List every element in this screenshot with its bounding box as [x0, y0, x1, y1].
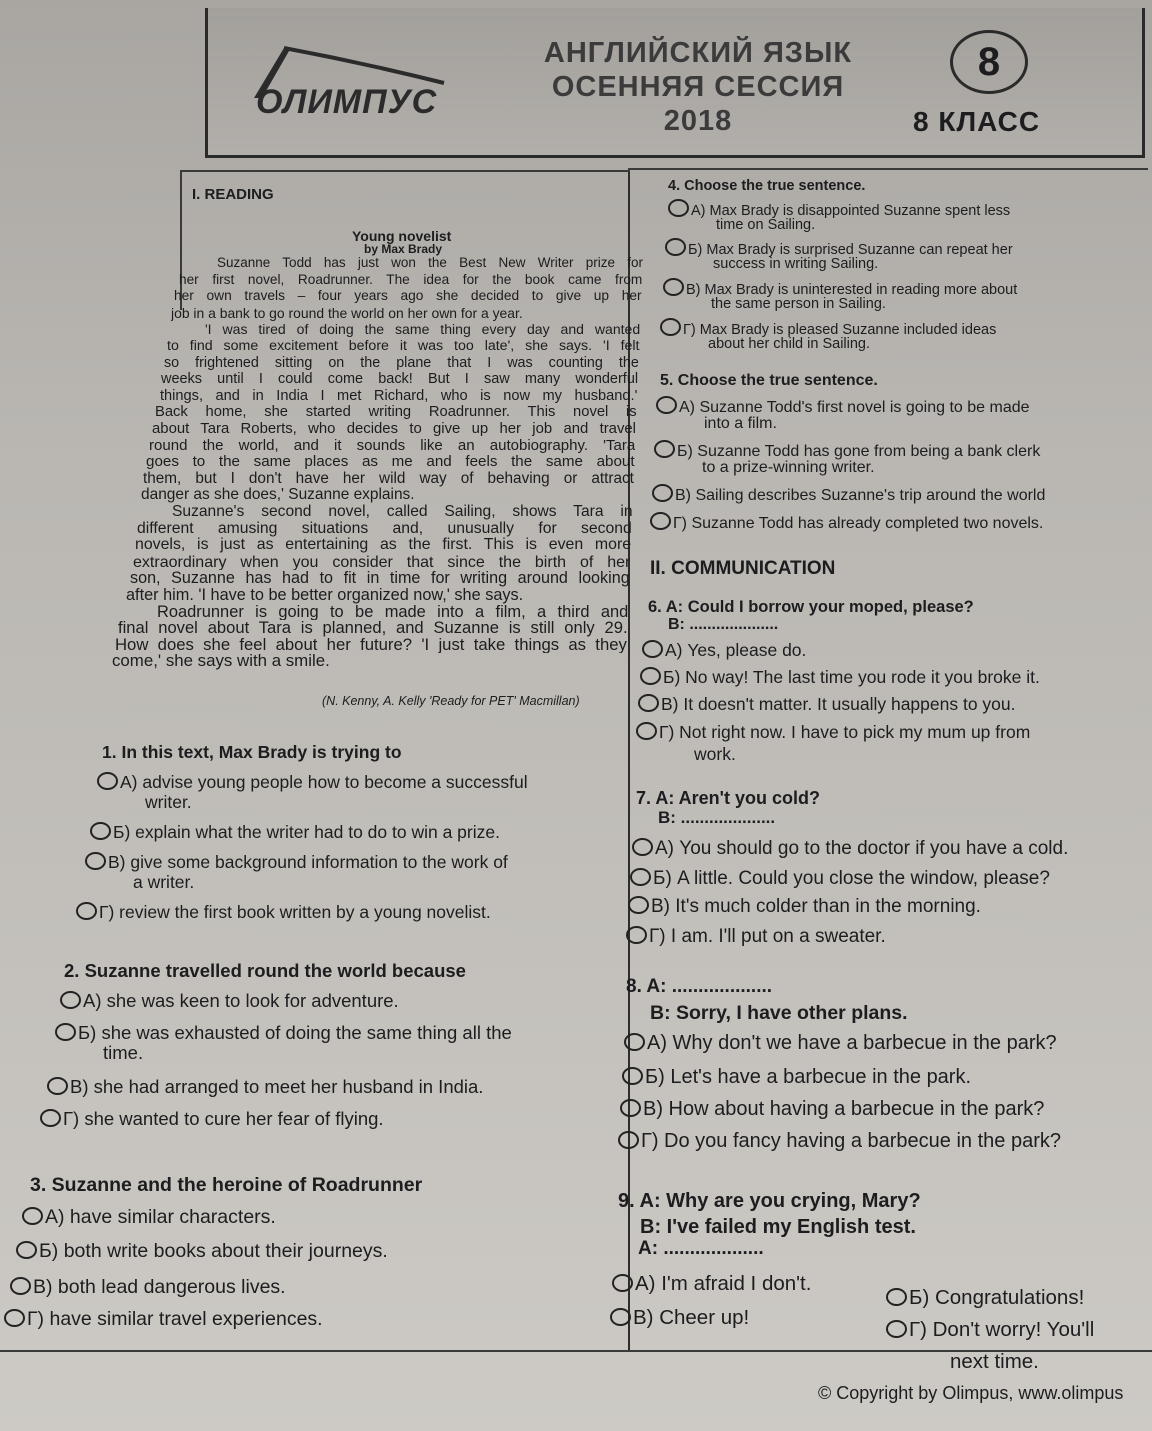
option-7-2[interactable]: [628, 896, 981, 918]
option-continued: to a prize-winning writer.: [702, 459, 875, 476]
option-text: Б) Congratulations!: [909, 1286, 1085, 1309]
answer-circle-icon[interactable]: [622, 1067, 643, 1085]
option-continued: success in writing Sailing.: [713, 256, 879, 272]
option-continued: work.: [694, 744, 736, 764]
option-1-3[interactable]: [76, 902, 491, 923]
passage-line: her first novel, Roadrunner. The idea for the book came from: [179, 271, 643, 287]
answer-circle-icon[interactable]: [76, 902, 97, 920]
section-reading: I. READING: [192, 186, 274, 203]
passage-line: Suzanne's second novel, called Sailing, shows Tara in: [172, 504, 633, 520]
answer-circle-icon[interactable]: [85, 852, 106, 870]
answer-circle-icon[interactable]: [665, 238, 686, 256]
passage-line: come,' she says with a smile.: [112, 653, 330, 670]
answer-circle-icon[interactable]: [652, 484, 673, 502]
option-text: А) Why don't we have a barbecue in the park?: [647, 1032, 1057, 1054]
option-5-3[interactable]: [650, 512, 1043, 533]
answer-circle-icon[interactable]: [40, 1109, 61, 1127]
option-text: Г) she wanted to cure her fear of flying.: [63, 1108, 384, 1129]
option-6-2[interactable]: [638, 694, 1016, 715]
option-4-2[interactable]: [663, 278, 1017, 298]
option-1-0[interactable]: [97, 772, 528, 793]
question-7: 7. A: Aren't you cold?: [636, 788, 820, 808]
option-text: Г) Do you fancy having a barbecue in the park?: [641, 1130, 1061, 1152]
answer-circle-icon[interactable]: [610, 1308, 631, 1326]
option-text: Б) she was exhausted of doing the same thing all the: [78, 1022, 512, 1043]
answer-circle-icon[interactable]: [628, 896, 649, 914]
option-text: А) I'm afraid I don't.: [635, 1272, 812, 1295]
option-text: В) she had arranged to meet her husband in India.: [70, 1076, 484, 1097]
option-3-1[interactable]: [16, 1240, 388, 1263]
passage-line: final novel about Tara is planned, and Suzanne is still only 29.: [118, 620, 628, 637]
option-text: Б) explain what the writer had to do to win a prize.: [113, 822, 500, 842]
answer-circle-icon[interactable]: [886, 1320, 907, 1338]
answer-circle-icon[interactable]: [60, 991, 81, 1009]
option-continued: next time.: [950, 1350, 1039, 1373]
passage-line: them, but I don't have her wild way of behaving or attract: [143, 470, 634, 487]
answer-circle-icon[interactable]: [668, 199, 689, 217]
option-9-3[interactable]: [886, 1318, 1094, 1342]
option-6-0[interactable]: [642, 640, 806, 661]
divider: [180, 170, 630, 172]
option-2-2[interactable]: [47, 1076, 483, 1098]
answer-blank: B: ....................: [668, 616, 779, 633]
question-3: 3. Suzanne and the heroine of Roadrunner: [30, 1174, 423, 1196]
passage-line: novels, is just as entertaining as the first. This is even more: [135, 537, 632, 554]
option-2-1[interactable]: [55, 1022, 512, 1044]
option-8-3[interactable]: [618, 1130, 1061, 1153]
option-continued: a writer.: [133, 872, 195, 892]
option-text: В) It doesn't matter. It usually happens to you.: [661, 694, 1016, 714]
answer-blank: A: ...................: [638, 1238, 764, 1259]
question-4: 4. Choose the true sentence.: [668, 178, 866, 194]
option-text: А) You should go to the doctor if you have a cold.: [655, 838, 1069, 859]
passage-line: goes to the same places as me and feels the same about: [146, 454, 635, 471]
header-box: [205, 8, 1145, 158]
answer-circle-icon[interactable]: [10, 1277, 31, 1295]
answer-circle-icon[interactable]: [90, 822, 111, 840]
passage-line: round the world, and it sounds like an autobiography. 'Tara: [149, 437, 636, 454]
option-text: Г) Don't worry! You'll: [909, 1318, 1095, 1341]
option-5-2[interactable]: [652, 484, 1045, 505]
answer-circle-icon[interactable]: [4, 1309, 25, 1327]
question-9: 9. A: Why are you crying, Mary?: [618, 1190, 921, 1212]
passage-line: Back home, she started writing Roadrunner. This novel is: [155, 404, 637, 421]
passage-line: extraordinary when you consider that since the birth of her: [133, 553, 631, 571]
answer-circle-icon[interactable]: [626, 926, 647, 944]
passage-source: (N. Kenny, A. Kelly 'Ready for PET' Macmillan): [322, 694, 580, 708]
session: ОСЕННЯЯ СЕССИЯ: [551, 71, 845, 103]
option-4-3[interactable]: [660, 318, 996, 338]
option-text: Б) Max Brady is surprised Suzanne can repeat her: [688, 242, 1013, 258]
option-continued: time.: [103, 1042, 144, 1063]
answer-circle-icon[interactable]: [630, 868, 651, 886]
answer-circle-icon[interactable]: [632, 838, 653, 856]
option-6-1[interactable]: [640, 667, 1040, 688]
question-6: 6. A: Could I borrow your moped, please?: [648, 598, 974, 616]
option-text: Г) I am. I'll put on a sweater.: [649, 926, 886, 947]
option-9-0[interactable]: [612, 1272, 811, 1296]
option-7-1[interactable]: [630, 868, 1050, 890]
option-continued: writer.: [145, 792, 192, 812]
option-text: В) It's much colder than in the morning.: [651, 896, 981, 917]
answer-circle-icon[interactable]: [16, 1241, 37, 1259]
option-9-1[interactable]: [886, 1286, 1084, 1310]
option-text: Б) Let's have a barbecue in the park.: [645, 1066, 972, 1088]
answer-circle-icon[interactable]: [612, 1274, 633, 1292]
passage-line: so frightened sitting on the plane that I was counting the: [164, 354, 639, 371]
passage-line: son, Suzanne has had to fit in time for writing around looking: [130, 570, 630, 587]
option-2-3[interactable]: [40, 1108, 384, 1130]
option-8-1[interactable]: [622, 1066, 971, 1089]
logo-text: ОЛИМПУС: [256, 83, 438, 121]
passage-line: after him. 'I have to be better organized now,' she says.: [126, 587, 524, 604]
option-3-2[interactable]: [10, 1276, 286, 1299]
option-continued: about her child in Sailing.: [708, 336, 871, 352]
passage-line: about Tara Roberts, who decides to give up her job and travel: [152, 421, 636, 437]
option-3-0[interactable]: [22, 1206, 276, 1229]
answer-circle-icon[interactable]: [654, 440, 675, 458]
option-text: Г) review the first book written by a young novelist.: [99, 902, 491, 922]
option-text: Б) No way! The last time you rode it you broke it.: [663, 667, 1040, 687]
answer-blank: B: ....................: [658, 808, 776, 827]
answer-circle-icon[interactable]: [656, 396, 677, 414]
option-5-1[interactable]: [654, 440, 1040, 461]
option-text: А) have similar characters.: [45, 1206, 276, 1228]
option-text: В) Cheer up!: [633, 1306, 750, 1329]
option-4-0[interactable]: [668, 199, 1010, 219]
option-text: А) Yes, please do.: [665, 640, 807, 660]
option-continued: into a film.: [704, 415, 777, 432]
question-5: 5. Choose the true sentence.: [660, 372, 878, 389]
answer-circle-icon[interactable]: [660, 318, 681, 336]
answer-circle-icon[interactable]: [650, 512, 671, 530]
passage-line: 'I was tired of doing the same thing every day and wanted: [205, 321, 641, 338]
passage-line: Roadrunner is going to be made into a film, a third and: [157, 603, 629, 621]
answer-line: B: Sorry, I have other plans.: [650, 1002, 908, 1024]
option-1-1[interactable]: [90, 822, 500, 843]
answer-circle-icon[interactable]: [663, 278, 684, 296]
question-2: 2. Suzanne travelled round the world because: [64, 960, 466, 981]
answer-line: B: I've failed my English test.: [640, 1216, 916, 1238]
option-8-2[interactable]: [620, 1098, 1044, 1121]
answer-circle-icon[interactable]: [22, 1207, 43, 1225]
answer-circle-icon[interactable]: [642, 640, 663, 658]
copyright: © Copyright by Olimpus, www.olimpus: [818, 1383, 1124, 1403]
passage-line: to find some excitement before it was too late', she says. 'I felt: [167, 338, 640, 354]
option-text: Б) both write books about their journeys.: [39, 1240, 388, 1262]
answer-circle-icon[interactable]: [97, 772, 118, 790]
passage-line: things, and in India I met Richard, who is now my husband.': [160, 387, 638, 404]
passage-line: danger as she does,' Suzanne explains.: [141, 487, 415, 504]
option-text: Г) Max Brady is pleased Suzanne included ideas: [683, 322, 997, 338]
year: 2018: [663, 105, 733, 137]
option-7-3[interactable]: [626, 926, 886, 948]
option-7-0[interactable]: [632, 838, 1068, 860]
section-communication: II. COMMUNICATION: [650, 558, 836, 579]
grade-number-badge: 8: [950, 30, 1028, 94]
option-8-0[interactable]: [624, 1032, 1057, 1055]
option-6-3[interactable]: [636, 722, 1030, 743]
answer-circle-icon[interactable]: [55, 1023, 76, 1041]
option-text: А) Suzanne Todd's first novel is going to be made: [679, 399, 1030, 416]
option-4-1[interactable]: [665, 238, 1013, 258]
passage-byline: by Max Brady: [364, 242, 443, 256]
answer-circle-icon[interactable]: [620, 1099, 641, 1117]
grade-label: 8 КЛАСС: [913, 106, 1041, 137]
answer-circle-icon[interactable]: [636, 722, 657, 740]
exam-title: [498, 36, 898, 138]
option-text: Б) A little. Could you close the window, please?: [653, 868, 1050, 889]
option-text: В) Max Brady is uninterested in reading more about: [686, 282, 1018, 298]
option-continued: time on Sailing.: [716, 217, 816, 233]
answer-circle-icon[interactable]: [624, 1033, 645, 1051]
option-text: В) both lead dangerous lives.: [33, 1276, 286, 1298]
option-text: Б) Suzanne Todd has gone from being a bank clerk: [677, 443, 1041, 460]
option-text: Г) have similar travel experiences.: [27, 1308, 323, 1330]
passage-line: job in a bank to go round the world on her own for a year.: [171, 304, 523, 321]
option-text: А) Max Brady is disappointed Suzanne spent less: [691, 203, 1011, 219]
passage-line: How does she feel about her future? 'I just take things as they: [115, 636, 627, 654]
option-9-2[interactable]: [610, 1306, 749, 1330]
answer-circle-icon[interactable]: [640, 667, 661, 685]
option-text: В) Sailing describes Suzanne's trip around the world: [675, 487, 1046, 504]
answer-circle-icon[interactable]: [638, 694, 659, 712]
option-1-2[interactable]: [85, 852, 508, 873]
option-continued: the same person in Sailing.: [711, 296, 886, 312]
passage-line: different amusing situations and, unusually for second: [137, 520, 632, 537]
option-text: А) she was keen to look for adventure.: [83, 990, 399, 1011]
option-text: В) give some background information to the work of: [108, 852, 508, 872]
subject: АНГЛИЙСКИЙ ЯЗЫК: [543, 37, 853, 69]
passage-line: Suzanne Todd has just won the Best New Writer prize for: [217, 255, 643, 270]
question-1: 1. In this text, Max Brady is trying to: [102, 742, 402, 762]
option-3-3[interactable]: [4, 1308, 323, 1331]
passage-line: weeks until I could come back! But I saw many wonderful: [161, 371, 639, 388]
passage-line: her own travels – four years ago she decided to give up her: [174, 288, 642, 304]
question-8: 8. A: ...................: [626, 976, 773, 997]
option-text: Г) Not right now. I have to pick my mum up from: [659, 722, 1031, 742]
passage-title: Young novelist: [352, 228, 452, 244]
answer-circle-icon[interactable]: [47, 1077, 68, 1095]
option-5-0[interactable]: [656, 396, 1030, 417]
answer-circle-icon[interactable]: [618, 1131, 639, 1149]
option-text: В) How about having a barbecue in the park?: [643, 1098, 1045, 1120]
divider: [628, 168, 1148, 170]
answer-circle-icon[interactable]: [886, 1288, 907, 1306]
option-text: А) advise young people how to become a successful: [120, 772, 528, 792]
option-2-0[interactable]: [60, 990, 399, 1012]
option-text: Г) Suzanne Todd has already completed two novels.: [673, 515, 1044, 532]
